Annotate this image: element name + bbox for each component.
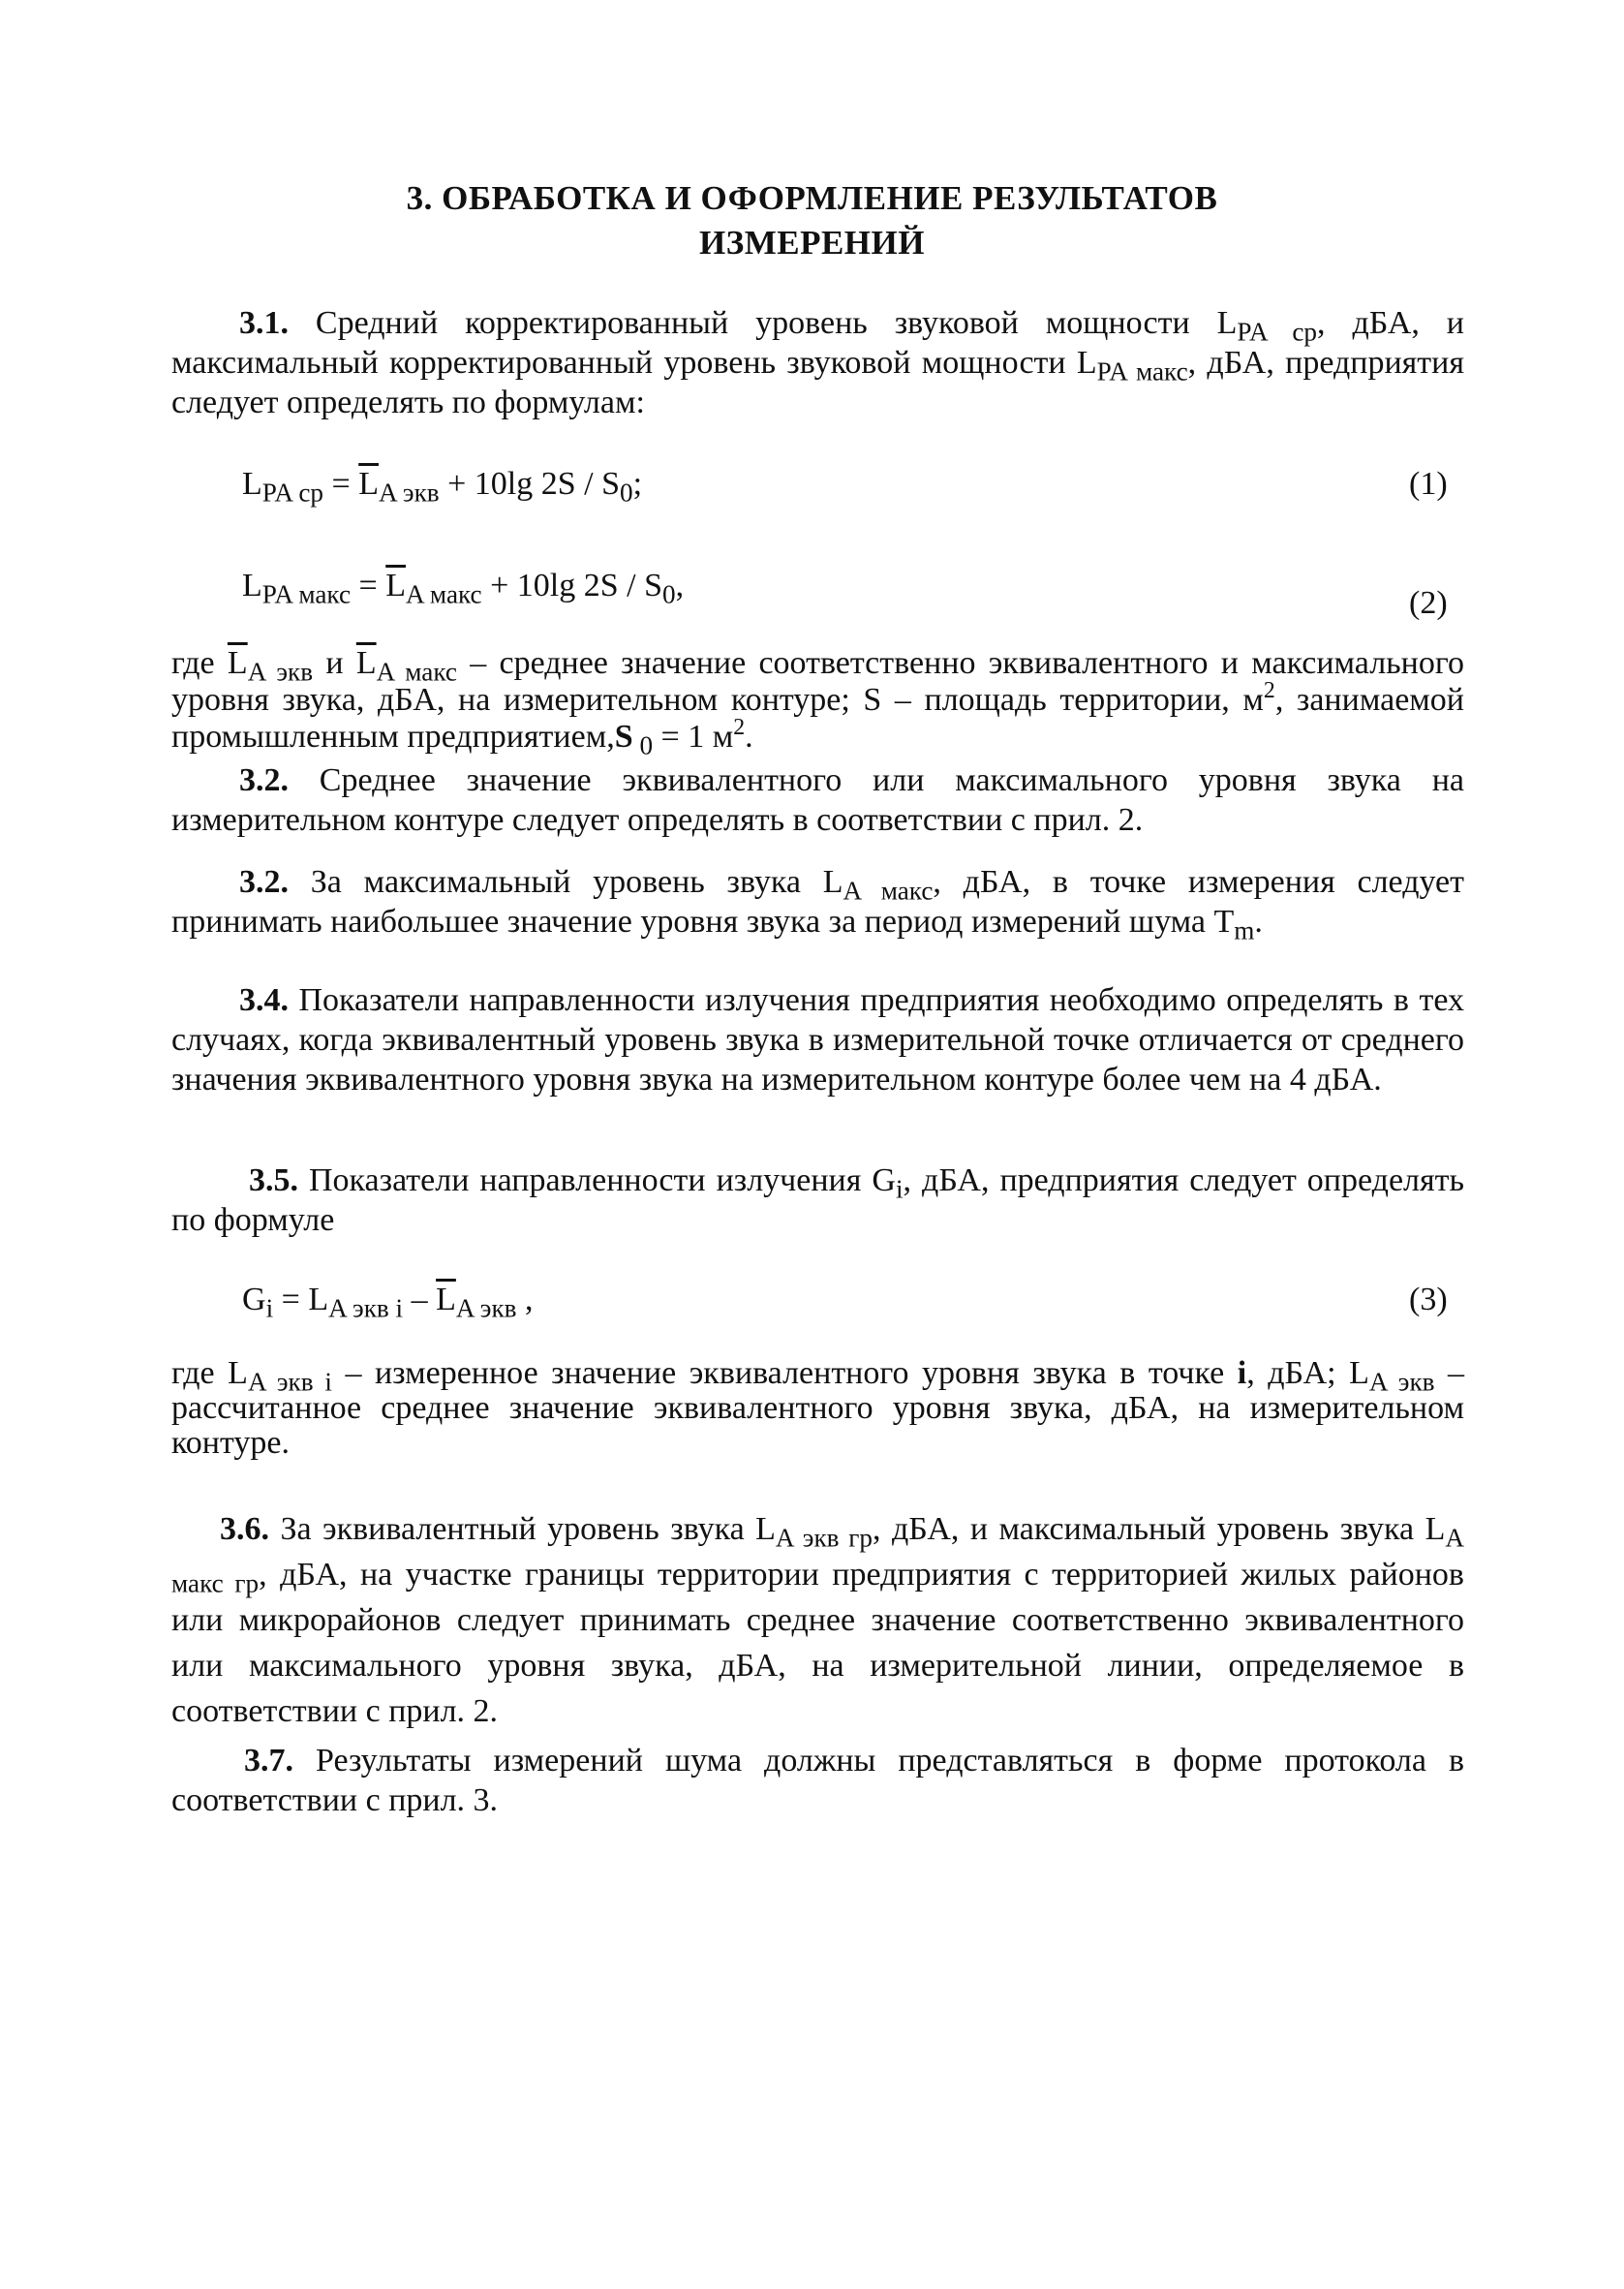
formula-1: [242, 465, 643, 508]
subscript: A экв i: [328, 1293, 404, 1323]
subscript: 0: [632, 730, 654, 760]
subscript: A макс: [376, 657, 457, 687]
subscript: A экв: [247, 657, 314, 687]
equation-number-1: (1): [1409, 466, 1448, 502]
paragraph-3-1: [171, 303, 1464, 422]
paragraph-number: 3.2.: [239, 864, 289, 900]
paragraph-number: 3.6.: [220, 1511, 269, 1547]
symbol: L: [1349, 1355, 1369, 1391]
paragraph-number: 3.2.: [239, 762, 289, 798]
superscript: 2: [733, 714, 746, 740]
text: Среднее значение эквивалентного или максимального уровня звука на измерительном контуре следует определять в соответствии с прил. 2.: [171, 762, 1464, 838]
symbol: L: [308, 1282, 329, 1317]
symbol: i: [1237, 1355, 1247, 1391]
punctuation: ;: [632, 466, 643, 502]
formula-2: [242, 567, 685, 609]
punctuation: ,: [675, 568, 685, 603]
text: , дБА, на участке границы территории предприятия с территорией жилых районов или микрорайонов следует принимать среднее значение соответственно эквивалентного или максимального уровня звука, дБА, на измерительной линии, определяемое в соответствии с прил. 2.: [171, 1557, 1464, 1729]
paragraph-3-2-a: [171, 760, 1464, 840]
subscript: PA макс: [1096, 356, 1188, 387]
expression: + 10lg 2S / S: [439, 466, 621, 502]
superscript: 2: [1263, 677, 1275, 703]
symbol: L: [228, 1355, 248, 1391]
symbol-overline: $\overline{L}$: [227, 645, 248, 681]
operator: =: [351, 568, 386, 603]
paragraph-3-2-b: [171, 862, 1464, 945]
subscript: A макс: [406, 579, 482, 609]
text: , дБА, и максимальный уровень звука L: [873, 1511, 1446, 1547]
text: Средний корректированный уровень звуковой мощности L: [289, 305, 1238, 341]
subscript: A экв: [378, 478, 440, 508]
symbol-overline: $\overline{L}$: [358, 466, 379, 502]
text: , дБА, и максимальный корректированный уровень звуковой мощности L: [171, 305, 1464, 381]
text: – измеренное значение эквивалентного уровня звука в точке: [331, 1355, 1238, 1391]
subscript: i: [265, 1293, 274, 1323]
text: За максимальный уровень звука L: [289, 864, 843, 900]
paragraph-number: 3.5.: [249, 1162, 298, 1198]
paragraph-3-6: [171, 1506, 1464, 1734]
text: , дБА;: [1246, 1355, 1350, 1391]
paragraph-3-7: [171, 1741, 1464, 1820]
subscript: PA ср: [1237, 317, 1318, 347]
subscript: A макс гр: [171, 1523, 1464, 1598]
text: .: [745, 719, 753, 755]
text: где: [171, 645, 228, 681]
subscript: m: [1234, 915, 1255, 945]
subscript: PA ср: [261, 478, 323, 508]
subscript: i: [895, 1174, 904, 1204]
paragraph-number: 3.7.: [244, 1743, 293, 1779]
operator: =: [273, 1282, 309, 1317]
subscript: A экв: [455, 1293, 517, 1323]
text: , занимаемой промышленным предприятием,: [171, 682, 1464, 755]
paragraph-3-4: [171, 980, 1464, 1099]
punctuation: ,: [516, 1282, 534, 1317]
operator: =: [323, 466, 359, 502]
text: – среднее значение соответственно эквивалентного и максимального уровня звука, дБА, на измерительном контуре;: [171, 645, 1464, 718]
subscript: A экв i: [247, 1367, 332, 1397]
text: – площадь территории, м: [881, 682, 1264, 718]
paragraph-3-5: [171, 1160, 1464, 1240]
text: Показатели направленности излучения G: [298, 1162, 896, 1198]
text: , дБА, предприятия следует определять по формуле: [171, 1162, 1465, 1238]
paragraph-number: 3.4.: [239, 982, 289, 1018]
text: где: [171, 1355, 229, 1391]
subscript: A экв гр: [775, 1523, 873, 1553]
symbol: L: [242, 568, 262, 603]
operator: –: [403, 1282, 437, 1317]
symbol: S: [863, 682, 882, 718]
expression: + 10lg 2S / S: [481, 568, 663, 603]
text: и: [313, 645, 356, 681]
subscript: A экв: [1368, 1367, 1435, 1397]
text: = 1 м: [653, 719, 734, 755]
text: .: [1254, 904, 1263, 940]
formula-3: [242, 1281, 534, 1323]
symbol-overline: $\overline{L}$: [355, 645, 377, 681]
text: , дБА, предприятия следует определять по формулам:: [171, 345, 1464, 420]
text: За эквивалентный уровень звука L: [269, 1511, 776, 1547]
section-heading: [0, 176, 1624, 265]
text: , дБА, в точке измерения следует принимать наибольшее значение уровня звука за период измерений шума T: [171, 864, 1464, 940]
symbol-overline: $\overline{L}$: [385, 568, 406, 603]
symbol: G: [242, 1282, 266, 1317]
paragraph-number: 3.1.: [239, 305, 289, 341]
subscript: PA макс: [261, 579, 352, 609]
where-block-3: [171, 1356, 1464, 1461]
symbol-overline: $\overline{L}$: [436, 1282, 456, 1317]
subscript: A макс: [843, 876, 934, 906]
text: Результаты измерений шума должны представляться в форме протокола в соответствии с прил. 3.: [171, 1743, 1464, 1818]
text: – рассчитанное среднее значение эквивалентного уровня звука, дБА, на измерительном контуре.: [171, 1355, 1465, 1461]
symbol: L: [242, 466, 262, 502]
subscript: 0: [662, 579, 676, 609]
subscript: 0: [620, 478, 633, 508]
text: Показатели направленности излучения предприятия необходимо определять в тех случаях, когда эквивалентный уровень звука в измерительной точке отличается от среднего значения эквивалентного уровня звука на измерительном контуре более чем на 4 дБА.: [171, 982, 1464, 1098]
section-heading-line-2: ИЗМЕРЕНИЙ: [699, 224, 925, 262]
equation-number-3: (3): [1409, 1282, 1448, 1317]
section-heading-line-1: 3. ОБРАБОТКА И ОФОРМЛЕНИЕ РЕЗУЛЬТАТОВ: [406, 179, 1218, 217]
symbol: S: [614, 719, 633, 755]
where-block-1: [171, 645, 1464, 760]
equation-number-2: (2): [1409, 585, 1448, 621]
